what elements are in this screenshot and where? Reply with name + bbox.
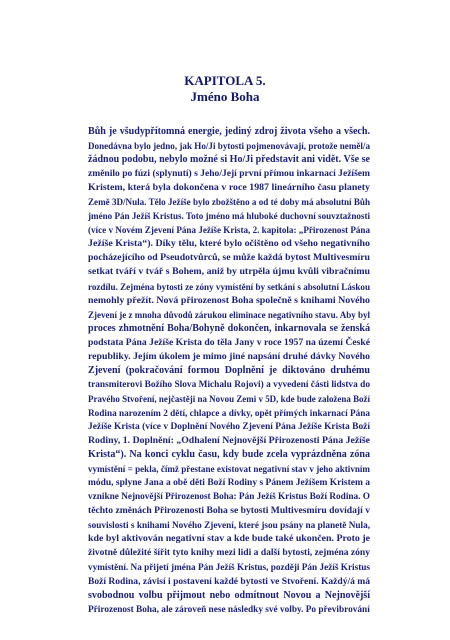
body-line: vznikne Nejnovější Přirozenost Boha: Pán Ježíš Kristus Boží Rodina. O	[88, 492, 370, 503]
chapter-title: Jméno Boha	[190, 89, 260, 104]
body-line: svobodnou volbu přijmout nebo odmítnout Novou a Nejnovější	[88, 589, 370, 601]
body-line: Boží Rodina, závisí i postavení každé bytosti ve Stvoření. Každý/á má	[88, 575, 370, 587]
body-line: setkat tváří v tvář s Bohem, aniž by utrpěla újmu kvůli vibračnímu	[88, 266, 370, 278]
body-line: nemohly přežít. Nová přirozenost Boha společně s knihami Nového	[88, 294, 370, 306]
body-line: Krista“). Na konci cyklu času, kdy bude zcela vyprázdněna zóna	[88, 449, 370, 461]
body-line: proces zhmotnění Boha/Bohyně dokončen, inkarnovala se ženská	[88, 322, 370, 334]
body-line: změnilo po fúzi (splynutí) s Jeho/Její první přímou inkarnací Ježíšem	[88, 168, 370, 180]
body-line: Donedávna bylo jedno, jak Ho/Ji bytosti pojmenovávají, protože neměl/a	[88, 141, 370, 152]
body-line: kde byl aktivován negativní stav a kde bude také ukončen. Proto je	[88, 533, 370, 545]
body-line: Kristem, která byla dokončena v roce 1987 lineárního času planety	[88, 182, 370, 194]
body-line: (více v Novém Zjevení Pána Ježíše Krista, 2. kapitola: „Přirozenost Pána	[88, 225, 370, 236]
body-line: životně důležité šířit tyto knihy mezi lidi a další bytosti, zejména zóny	[88, 547, 370, 559]
body-line: Rodiny, 1. Doplnění: „Odhalení Nejnovější Přirozenosti Pána Ježíše	[88, 435, 370, 447]
body-line: Přirozenost Boha, ale zároveň nese následky své volby. Po převibrování	[88, 604, 370, 615]
body-line: těchto změnách Přirozenosti Boha se bytosti Multivesmíru dovídají v	[88, 505, 370, 517]
chapter-body	[88, 125, 370, 617]
body-line: Ježíše Krista (více v Doplnění Nového Zjevení Pána Ježíše Krista Boží	[88, 421, 370, 432]
body-line: módu, splyne Jana a obě děti Boží Rodiny s Pánem Ježíšem Kristem a	[88, 478, 370, 489]
body-line: Bůh je všudypřítomná energie, jediný zdroj života všeho a všech.	[88, 126, 370, 137]
body-line: jméno Pán Ježíš Kristus. Toto jméno má hluboké duchovní souvztažnosti	[88, 211, 370, 222]
body-line: žádnou podobu, nebylo možné si Ho/Ji představit ani vidět. Vše se	[88, 154, 370, 166]
body-line: Rodina narozením 2 dětí, chlapce a dívky, opět přímých inkarnací Pána	[88, 407, 370, 418]
chapter-heading	[0, 73, 450, 105]
body-line: republiky. Jejím úkolem je mimo jiné napsání druhé dávky Nového	[88, 350, 370, 362]
body-line: souvislosti s knihami Nového Zjevení, které jsou psány na planetě Nula,	[88, 520, 370, 531]
body-line: vymístění. Na přijetí jména Pán Ježíš Kristus, později Pán Ježíš Kristus	[88, 562, 370, 573]
body-line: Zjevení je z mnoha důvodů zárukou eliminace negativního stavu. Aby byl	[88, 309, 370, 320]
body-line: podstata Pána Ježíše Krista do těla Jany v roce 1957 na území České	[88, 336, 370, 348]
body-line: Pravého Stvoření, nejčastěji na Novou Zemi v 5D, kde bude založena Boží	[88, 393, 370, 404]
body-line: pocházejícího od Pseudotvůrců, se může každá bytost Multivesmíru	[88, 252, 370, 264]
body-line: Ježíše Krista“). Díky tělu, které bylo očištěno od všeho negativního	[88, 238, 370, 250]
body-line: transmiterovi Božího Slova Michalu Rojovi) a vyvedení části lidstva do	[88, 379, 370, 390]
body-line: rozdílu. Zejména bytosti ze zóny vymístění by setkání s absolutní Láskou	[88, 281, 370, 292]
body-line: vymístění = pekla, čímž přestane existovat negativní stav v jeho aktivním	[88, 464, 370, 475]
chapter-number: KAPITOLA 5.	[184, 73, 266, 88]
body-line: Zjevení (pokračování formou Doplnění je diktováno druhému	[88, 364, 370, 376]
body-line: Země 3D/Nula. Tělo Ježíše bylo zbožštěno a od té doby má absolutní Bůh	[88, 197, 370, 208]
